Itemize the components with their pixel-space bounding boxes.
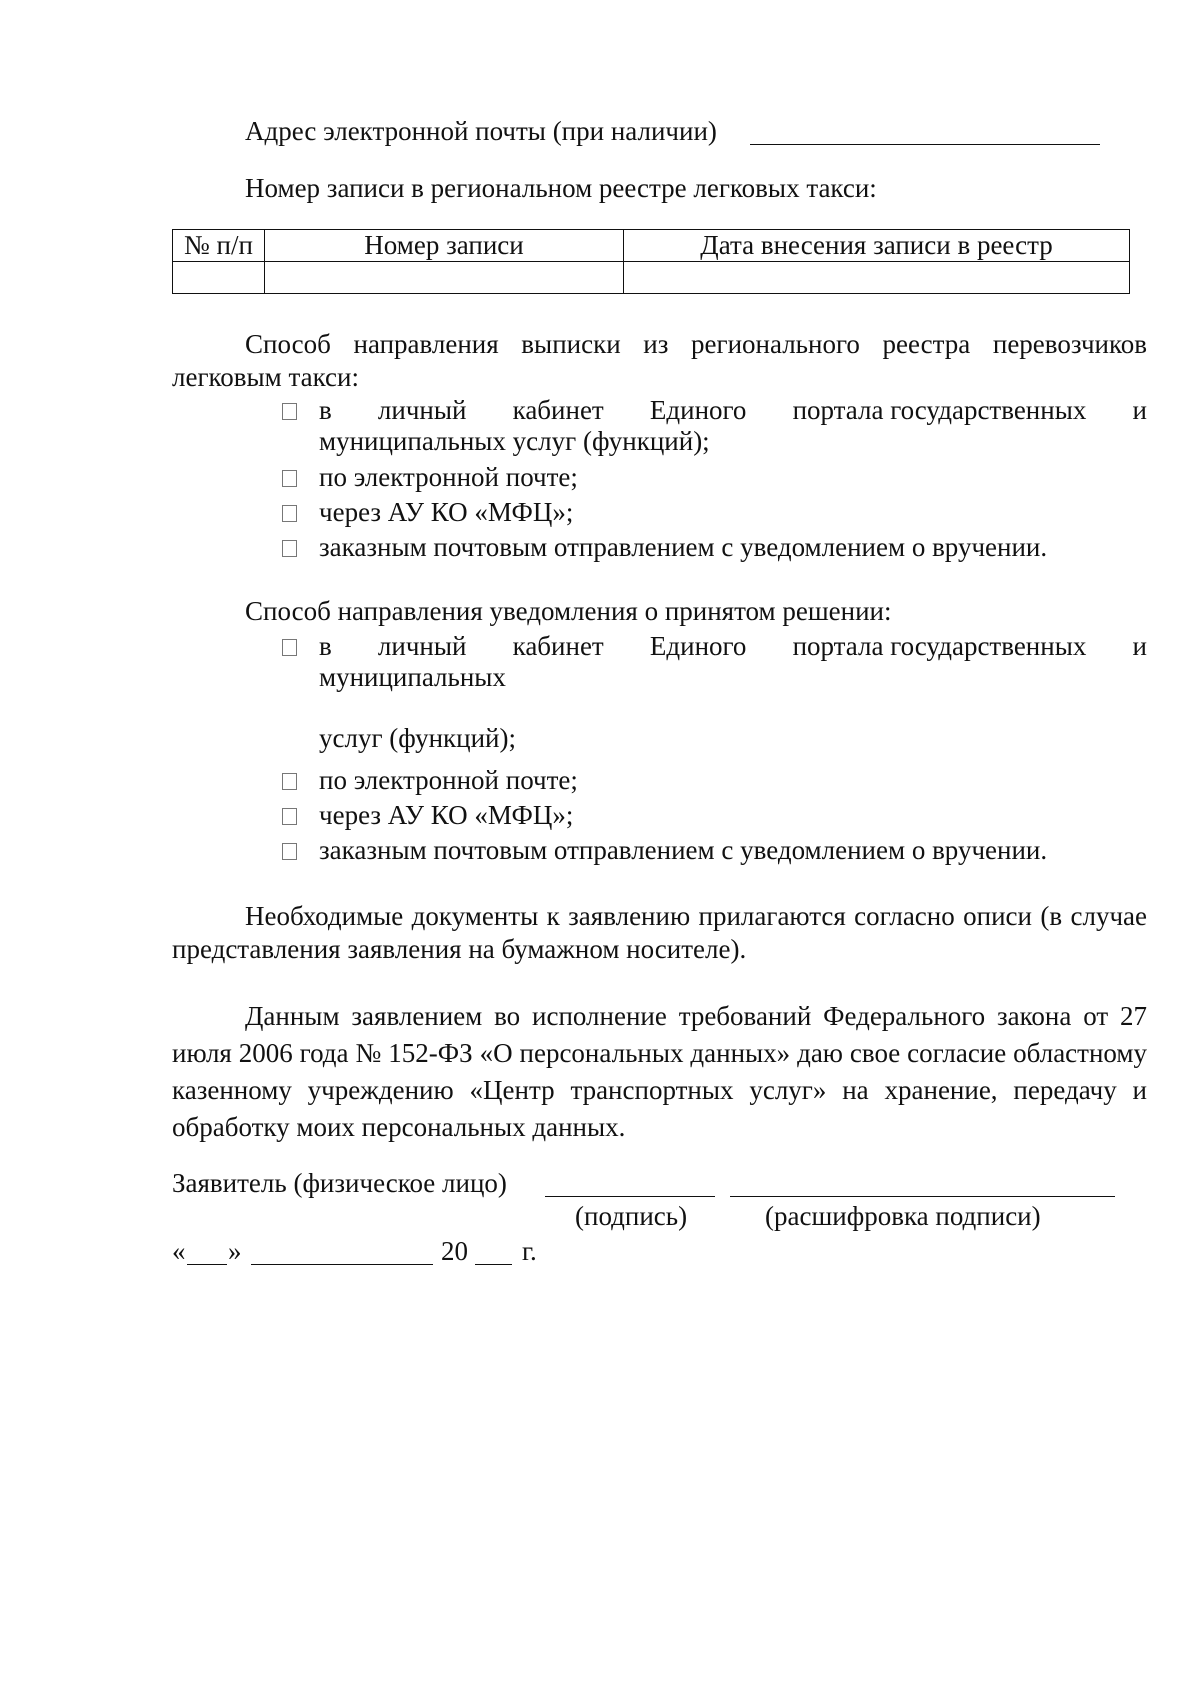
extract-method-heading: Способ направления выписки из регионального реестра перевозчиков легковым такси:	[172, 329, 1147, 392]
signature-decoding-caption: (расшифровка подписи)	[765, 1201, 1041, 1231]
option-line: муниципальных услуг (функций);	[319, 426, 710, 456]
table-header-row	[173, 230, 1130, 262]
table-cell-record-date[interactable]	[624, 262, 1130, 294]
checkbox[interactable]	[282, 505, 297, 522]
option-label: заказным почтовым отправлением с уведомлением о вручении.	[319, 532, 1048, 562]
option-label: по электронной почте;	[319, 765, 578, 795]
email-label: Адрес электронной почты (при наличии)	[245, 116, 717, 146]
option-line: услуг (функций);	[319, 723, 517, 753]
checkbox[interactable]	[282, 843, 297, 860]
extract-option-registered-mail[interactable]	[282, 532, 1047, 563]
option-word: портала государственных	[792, 631, 1087, 661]
checkbox[interactable]	[282, 773, 297, 790]
checkbox[interactable]	[282, 403, 297, 420]
email-blank-line[interactable]	[750, 144, 1100, 145]
column-header-number: № п/п	[173, 230, 265, 262]
option-label: через АУ КО «МФЦ»;	[319, 800, 574, 830]
decision-option-registered-mail[interactable]	[282, 835, 1047, 866]
consent-text: Данным заявлением во исполнение требований Федерального закона от 27 июля 2006 года № 152-ФЗ «О персональных данных» даю свое согласие областному казенному учреждению «Центр транспортных услуг» на хранение, передачу и обработку моих персональных данных.	[172, 1001, 1147, 1142]
signature-blank-line[interactable]	[545, 1196, 715, 1197]
table-row	[173, 262, 1130, 294]
checkbox[interactable]	[282, 540, 297, 557]
checkbox[interactable]	[282, 639, 297, 656]
option-word: Единого	[649, 631, 747, 661]
registry-heading: Номер записи в региональном реестре легковых такси:	[245, 173, 877, 203]
option-label: заказным почтовым отправлением с уведомлением о вручении.	[319, 835, 1048, 865]
option-word: Единого	[649, 395, 747, 425]
option-word: в	[319, 631, 332, 661]
option-word: кабинет	[512, 631, 604, 661]
option-line	[319, 395, 1147, 426]
date-century: 20	[441, 1236, 468, 1266]
checkbox[interactable]	[282, 470, 297, 487]
date-month-blank[interactable]	[251, 1264, 433, 1265]
option-word: личный	[377, 631, 467, 661]
option-word: и	[1132, 631, 1147, 661]
date-day-blank[interactable]	[187, 1264, 227, 1265]
date-year-suffix: г.	[522, 1236, 537, 1266]
option-word: в	[319, 395, 332, 425]
registry-table	[172, 229, 1130, 294]
option-line	[319, 631, 1147, 662]
decision-option-personal-account[interactable]	[282, 631, 1147, 754]
column-header-record-date: Дата внесения записи в реестр	[624, 230, 1130, 262]
date-open-quote: «	[172, 1236, 186, 1266]
table-cell-record-number[interactable]	[265, 262, 624, 294]
extract-option-email[interactable]	[282, 462, 578, 493]
option-word: портала государственных	[792, 395, 1087, 425]
extract-option-mfc[interactable]	[282, 497, 573, 528]
signature-caption: (подпись)	[575, 1201, 688, 1231]
column-header-record-number: Номер записи	[265, 230, 624, 262]
date-year-blank[interactable]	[475, 1264, 512, 1265]
checkbox[interactable]	[282, 808, 297, 825]
option-word: кабинет	[512, 395, 604, 425]
table-cell-number[interactable]	[173, 262, 265, 294]
applicant-label: Заявитель (физическое лицо)	[172, 1168, 507, 1198]
extract-option-personal-account[interactable]	[282, 395, 1147, 457]
option-word: личный	[377, 395, 467, 425]
signature-decoding-blank-line[interactable]	[730, 1196, 1115, 1197]
option-label: по электронной почте;	[319, 462, 578, 492]
option-label: через АУ КО «МФЦ»;	[319, 497, 574, 527]
date-close-quote: »	[228, 1236, 242, 1266]
decision-option-email[interactable]	[282, 765, 578, 796]
option-word: и	[1132, 395, 1147, 425]
option-line: муниципальных	[319, 662, 506, 692]
decision-option-mfc[interactable]	[282, 800, 573, 831]
documents-note: Необходимые документы к заявлению прилагаются согласно описи (в случае представления заявления на бумажном носителе).	[172, 901, 1147, 964]
decision-method-heading: Способ направления уведомления о принятом решении:	[245, 596, 892, 626]
